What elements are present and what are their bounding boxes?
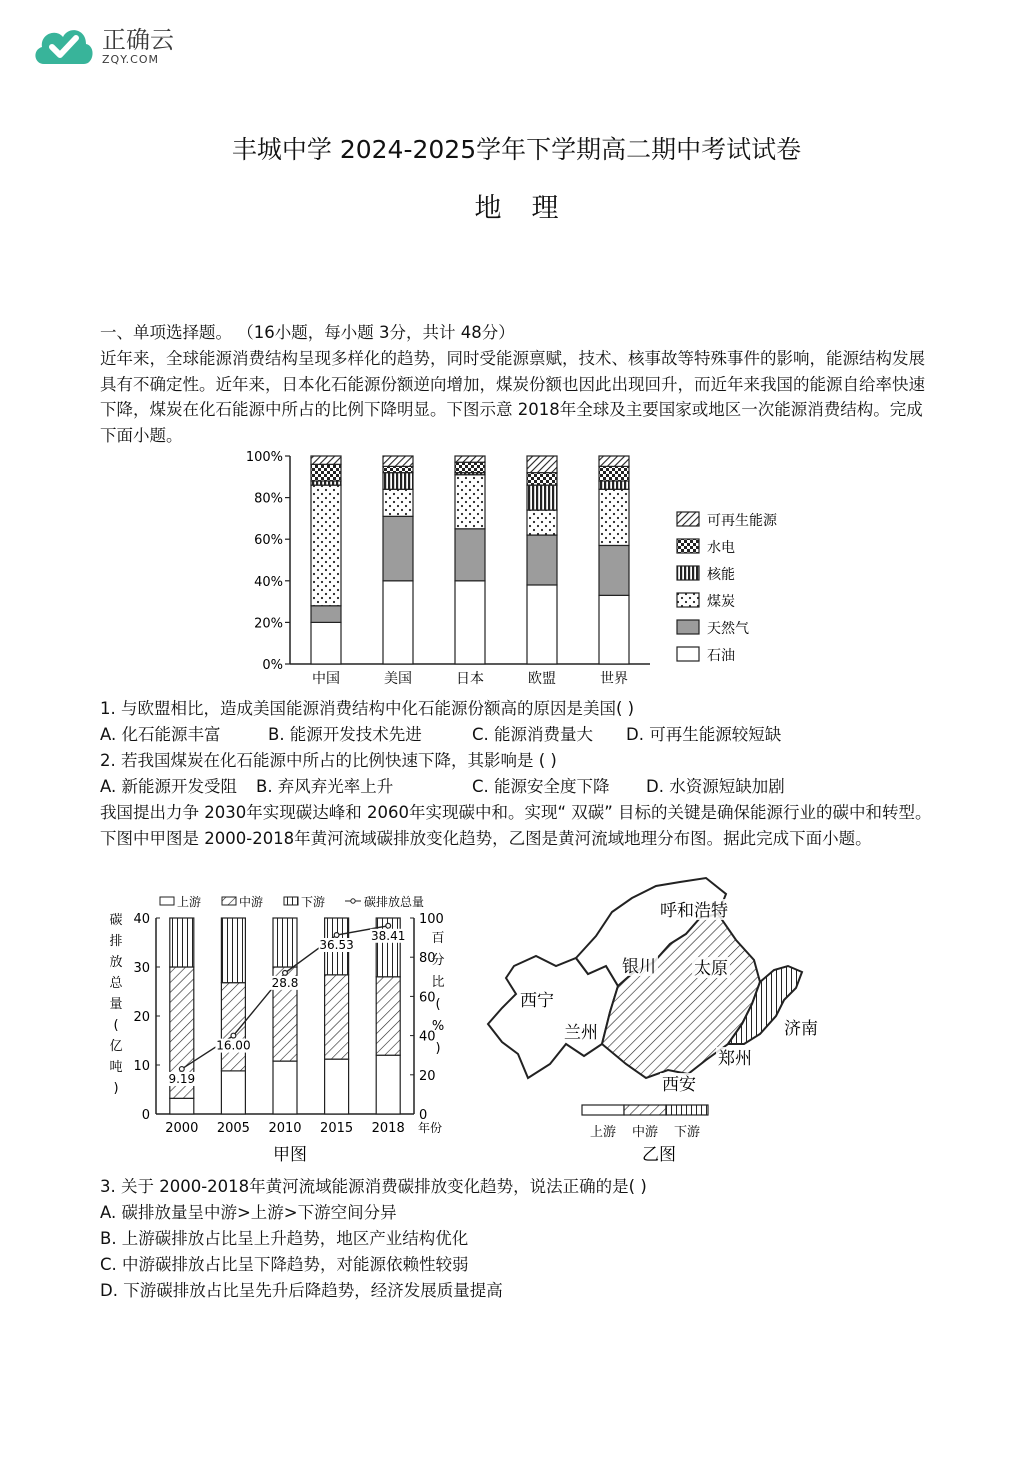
bar-segment [599,595,629,664]
left-tick-label: 10 [133,1059,150,1074]
bar-segment [527,456,557,473]
x-tick-label: 日本 [456,671,484,687]
q3-option-b[interactable]: B. 上游碳排放占比呈上升趋势，地区产业结构优化 [100,1229,469,1248]
legend-swatch [677,620,699,634]
y-tick-label: 60% [254,533,283,549]
bar-segment [311,481,341,485]
emission-point [334,933,339,938]
bar-segment [383,473,413,490]
energy-structure-chart [240,444,800,692]
city-label: 郑州 [718,1049,752,1069]
bar-segment [170,1098,194,1114]
map-legend [582,1105,708,1115]
legend-label: 碳排放总量 [364,895,425,909]
map-legend-label: 中游 [631,1125,659,1140]
q2-option-b[interactable]: B. 弃风弃光率上升 [256,777,394,796]
bar-segment [599,489,629,545]
q1-option-b[interactable]: B. 能源开发技术先进 [268,725,422,744]
q2-stem: 2. 若我国煤炭在化石能源中所占的比例快速下降，其影响是 ( ) [100,751,557,770]
bar-segment [170,918,194,967]
left-tick-label: 20 [133,1010,150,1025]
left-axis-label-char: 亿 [109,1039,123,1054]
bar-segment [383,456,413,466]
left-tick-label: 40 [133,912,150,927]
bar-segment [221,983,245,1071]
legend-label: 中游 [239,895,264,909]
legend-label: 可再生能源 [707,513,777,529]
bar-segment [383,489,413,516]
right-tick-label: 100 [419,912,444,927]
emission-point [179,1067,184,1072]
bar-segment [311,606,341,623]
q3-option-d[interactable]: D. 下游碳排放占比呈先升后降趋势，经济发展质量提高 [100,1281,503,1300]
bar-segment [273,918,297,967]
q1-option-d[interactable]: D. 可再生能源较短缺 [626,725,782,744]
bar-segment [455,462,485,472]
city-label: 西安 [662,1075,696,1095]
bar-segment [311,622,341,664]
bar-segment [599,456,629,466]
bar-segment [455,475,485,529]
section-heading: 一、单项选择题。 （16小题，每小题 3分，共计 48分） [100,323,515,342]
bar-segment [527,510,557,535]
right-axis-label-char: 比 [431,975,445,990]
logo-cn: 正确云 [102,25,174,54]
bar-segment [311,485,341,606]
city-label: 银川 [622,957,656,977]
q1-stem: 1. 与欧盟相比，造成美国能源消费结构中化石能源份额高的原因是美国( ) [100,699,635,718]
y-tick-label: 20% [254,616,283,632]
bar-segment [383,581,413,664]
legend-swatch [160,897,174,905]
legend-swatch [677,647,699,661]
left-axis-label-char: 吨 [109,1060,123,1075]
logo [30,20,174,72]
y-tick-label: 80% [254,491,283,507]
city-label: 西宁 [520,991,554,1011]
bar-segment [527,473,557,485]
left-axis-label-char: 量 [109,997,123,1012]
left-tick-label: 0 [141,1108,150,1123]
emission-point [283,970,288,975]
legend-swatch [677,566,699,580]
q3-option-a[interactable]: A. 碳排放量呈中游>上游>下游空间分异 [100,1203,397,1222]
left-axis-label-char: 总 [109,976,123,991]
legend-swatch [222,897,236,905]
logo-en: ZQY.COM [102,52,160,66]
legend-label: 上游 [177,895,202,909]
y-tick-label: 100% [245,450,283,465]
bar-segment [455,529,485,581]
legend-label: 石油 [707,648,735,664]
x-tick-label: 世界 [600,671,628,687]
intro-paragraph-1: 近年来，全球能源消费结构呈现多样化的趋势，同时受能源禀赋，技术、核事故等特殊事件的影响，能源结构发展具有不确定性。近年来，日本化石能源份额逆向增加，煤炭份额也因此出现回升，而近年来我国的能源自给率快速下降，煤炭在化石能源中所占的比例下降明显。下图示意 2018年全球及主要国家或地区一次能源消费结构。完成下面小题。 [100,349,925,445]
bar-segment [383,466,413,472]
bar-segment [325,975,349,1059]
bar-segment [376,977,400,1055]
left-axis-label-char: ( [113,1018,119,1033]
bar-segment [599,545,629,595]
map-legend-label: 上游 [589,1125,617,1140]
chart-caption: 甲图 [273,1145,307,1165]
right-tick-label: 80 [419,951,436,967]
right-tick-label: 40 [419,1029,436,1045]
right-tick-label: 20 [419,1068,436,1084]
legend-swatch [677,512,699,526]
emission-label: 16.00 [216,1038,251,1053]
right-axis-label-char: % [431,1019,445,1034]
legend-label: 水电 [707,540,735,556]
right-axis-label-char: ) [435,1041,441,1056]
emission-point [386,923,391,928]
legend-swatch [677,539,699,553]
q2-option-c[interactable]: C. 能源安全度下降 [472,777,610,796]
y-tick-label: 40% [254,574,283,590]
city-label: 太原 [694,959,728,979]
x-unit-label: 年份 [418,1121,443,1135]
x-tick-label: 美国 [384,671,412,687]
page-title: 丰城中学 2024-2025学年下学期高二期中考试试卷 [231,135,802,164]
left-tick-label: 30 [133,961,150,976]
bar-segment [599,481,629,489]
map-legend-label: 下游 [673,1125,701,1140]
bar-segment [455,456,485,462]
x-tick-label: 中国 [312,671,340,687]
right-axis-label-char: ( [435,997,441,1012]
map-caption: 乙图 [642,1145,676,1165]
bar-segment [273,1061,297,1114]
bar-segment [527,535,557,585]
legend-label: 天然气 [707,621,749,637]
q2-option-d[interactable]: D. 水资源短缺加剧 [646,777,785,796]
x-tick-label: 2010 [268,1121,302,1136]
left-axis-label-char: ) [113,1081,119,1096]
emission-label: 36.53 [319,938,354,953]
bar-segment [527,485,557,510]
legend-label: 煤炭 [707,594,735,610]
bar-segment [221,1071,245,1114]
yellow-river-basin-map [484,874,834,1166]
y-tick-label: 0% [262,658,283,673]
q3-option-c[interactable]: C. 中游碳排放占比呈下降趋势，对能源依赖性较弱 [100,1255,469,1274]
bar-segment [383,516,413,580]
right-tick-label: 0 [419,1108,428,1123]
right-tick-label: 60 [419,990,436,1006]
left-axis-label-char: 碳 [109,913,123,928]
emission-point [231,1033,236,1038]
left-axis-label-char: 放 [109,955,123,970]
emission-label: 28.8 [271,975,299,990]
subject-title: 地理 [474,193,589,224]
intro-paragraph-2: 我国提出力争 2030年实现碳达峰和 2060年实现碳中和。实现“ 双碳” 目标的关键是确保能源行业的碳中和转型。下图中甲图是 2000-2018年黄河流域碳排放变化趋势，乙图是黄河流域地理分布图。据此完成下面小题。 [100,803,932,848]
x-tick-label: 2015 [320,1121,354,1136]
legend-swatch [677,593,699,607]
right-axis-label-char: 百 [431,931,445,946]
q1-option-a[interactable]: A. 化石能源丰富 [100,725,221,744]
legend-label: 核能 [707,567,735,583]
bar-segment [599,466,629,481]
legend-label: 下游 [301,895,326,909]
emission-label: 38.41 [371,928,406,943]
bar-segment [455,581,485,664]
q2-option-a[interactable]: A. 新能源开发受阻 [100,777,237,796]
x-tick-label: 2000 [165,1121,199,1136]
legend-swatch [284,897,298,905]
bar-segment [325,1059,349,1114]
bar-segment [311,464,341,481]
city-label: 兰州 [564,1023,598,1043]
bar-segment [527,585,557,664]
left-axis-label-char: 排 [109,934,123,949]
city-label: 济南 [784,1019,818,1039]
x-tick-label: 欧盟 [528,671,556,687]
x-tick-label: 2005 [216,1121,250,1136]
bar-segment [311,456,341,464]
bar-segment [376,1055,400,1114]
carbon-emission-chart [100,884,450,1166]
bar-segment [221,918,245,983]
q1-option-c[interactable]: C. 能源消费量大 [472,725,594,744]
emission-label: 9.19 [168,1071,196,1086]
x-tick-label: 2018 [371,1121,405,1136]
cloud-check-icon [30,20,96,72]
q3-stem: 3. 关于 2000-2018年黄河流域能源消费碳排放变化趋势，说法正确的是( ) [100,1177,647,1196]
legend-marker [351,899,355,903]
right-axis-label-char: 分 [431,953,445,968]
city-label: 呼和浩特 [660,901,728,921]
